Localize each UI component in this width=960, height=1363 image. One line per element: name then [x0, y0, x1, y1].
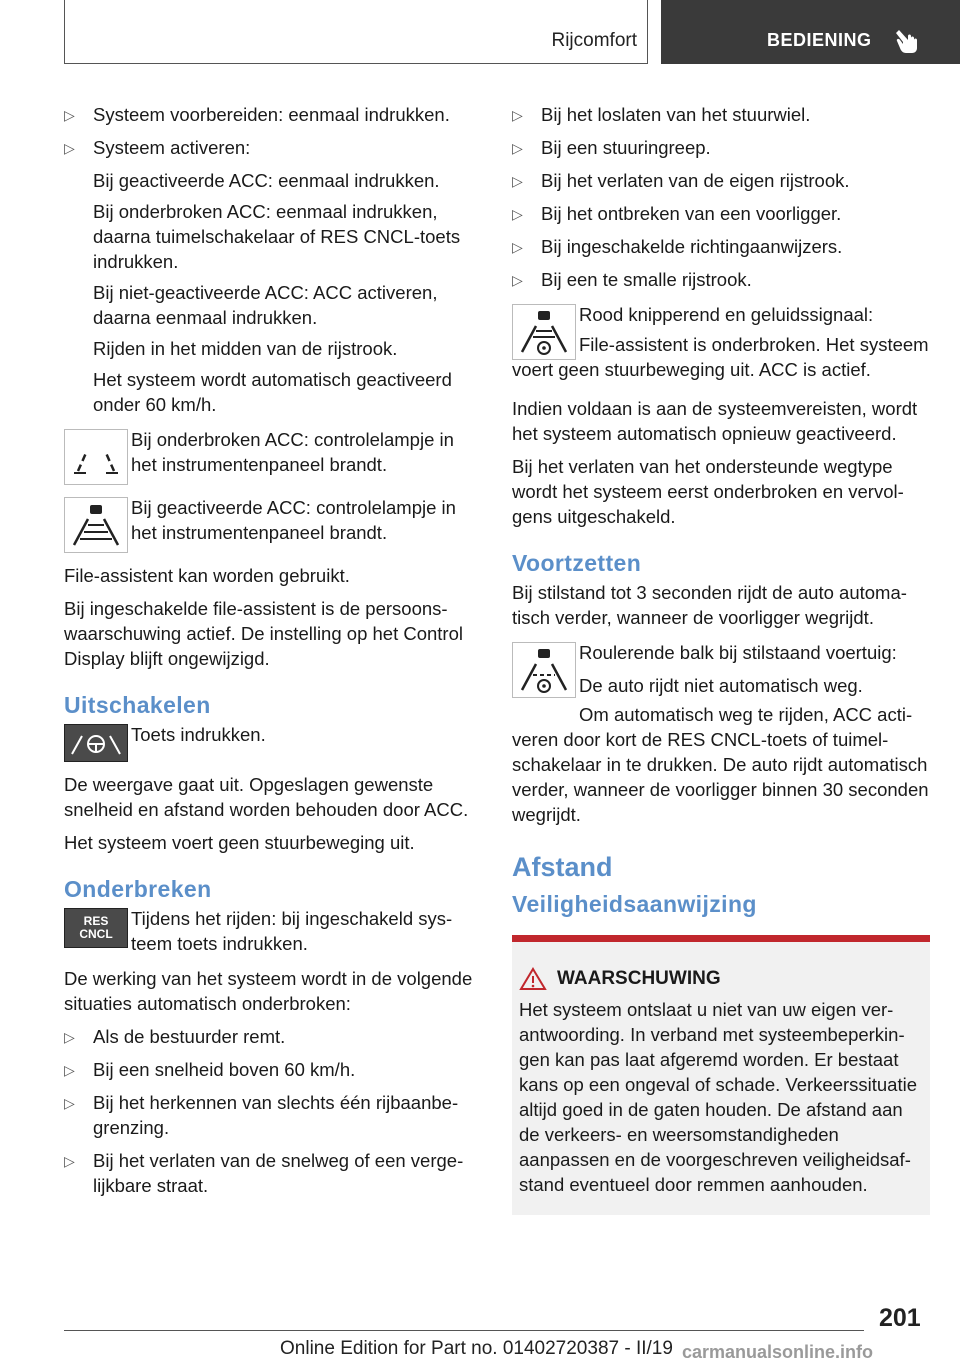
button-text: Tijdens het rijden: bij ingeschakeld systeem toets indrukken.: [131, 908, 453, 954]
lane-assist-warning-icon: [512, 304, 576, 360]
cncl-label: CNCL: [79, 927, 113, 941]
button-row: [64, 722, 482, 762]
lane-assist-active-icon: [64, 497, 128, 553]
sub-paragraph: Bij onderbroken ACC: eenmaal indrukken, daarna tuimelschakelaar of RES CNCL-toets indrukken.: [93, 201, 461, 272]
heading-voortzetten: Voortzetten: [512, 550, 642, 576]
header-chapter-box: [661, 0, 960, 64]
header-chapter-title: BEDIENING: [767, 30, 872, 50]
heading-onderbreken: Onderbreken: [64, 876, 212, 902]
lane-assist-off-icon: [64, 429, 128, 485]
indicator-text: File-assistent is onderbroken. Het systeem voert geen stuurbeweging uit. ACC is actief.: [512, 334, 929, 380]
paragraph: Bij het verlaten van het ondersteunde wegtype wordt het systeem eerst onderbroken en vervolgens uitgeschakeld.: [512, 456, 904, 527]
left-column: [64, 102, 482, 1206]
paragraph: Het systeem voert geen stuurbeweging uit.: [64, 832, 415, 853]
list-item: ▷ Bij het verlaten van de eigen rijstrook.: [512, 168, 930, 193]
list-item: ▷ Systeem activeren:: [64, 135, 482, 160]
paragraph: Indien voldaan is aan de systeemvereisten, wordt het systeem automatisch opnieuw geactiveerd.: [512, 398, 918, 444]
heading-afstand: Afstand: [512, 852, 613, 882]
paragraph: File-assistent kan worden gebruikt.: [64, 565, 350, 586]
list-item: ▷ Bij een stuuringreep.: [512, 135, 930, 160]
triangle-bullet-icon: ▷: [64, 1029, 75, 1045]
sub-paragraph: Bij niet-geactiveerde ACC: ACC activeren, daarna eenmaal indrukken.: [93, 282, 438, 328]
triangle-bullet-icon: ▷: [512, 173, 523, 189]
button-text: Toets indrukken.: [131, 724, 266, 745]
warning-triangle-icon: [519, 967, 547, 991]
paragraph: De weergave gaat uit. Opgeslagen gewenste snelheid en afstand worden behouden door ACC.: [64, 774, 469, 820]
footer-divider: [64, 1330, 864, 1331]
list-item: ▷ Systeem voorbereiden: eenmaal indrukken.: [64, 102, 482, 127]
sub-paragraph: Het systeem wordt automatisch geactiveerd onder 60 km/h.: [93, 369, 452, 415]
list-item: ▷ Bij het verlaten van de snelweg of een vergelijkbare straat.: [64, 1150, 464, 1196]
triangle-bullet-icon: ▷: [64, 1095, 75, 1111]
list-item: ▷ Als de bestuurder remt.: [64, 1024, 482, 1049]
paragraph: De werking van het systeem wordt in de volgende situaties automatisch onderbroken:: [64, 968, 473, 1014]
triangle-bullet-icon: ▷: [64, 140, 75, 156]
right-column: [512, 102, 930, 1215]
indicator-text: Om automatisch weg te rijden, ACC activeren door kort de RES CNCL-toets of tuimelschakelaar in te drukken. De auto rijdt automatisch verder, wanneer de voorligger binnen 30 seconden wegrijdt.: [512, 704, 929, 825]
lane-assist-standstill-icon: [512, 642, 576, 698]
res-cncl-button-icon: [64, 908, 128, 948]
heading-veiligheidsaanwijzing: Veiligheidsaanwijzing: [512, 891, 757, 917]
header-section-title: Rijcomfort: [551, 30, 637, 51]
triangle-bullet-icon: ▷: [512, 206, 523, 222]
warning-box: [512, 935, 930, 1215]
indicator-heading: Rood knipperend en geluidssignaal:: [579, 304, 874, 325]
watermark: carmanualsonline.info: [682, 1342, 874, 1362]
indicator-row: [64, 495, 482, 553]
indicator-text: De auto rijdt niet automatisch weg.: [579, 675, 863, 696]
res-label: RES: [83, 914, 109, 928]
triangle-bullet-icon: ▷: [512, 140, 523, 156]
triangle-bullet-icon: ▷: [64, 107, 75, 123]
page-header: [0, 0, 960, 66]
paragraph: Bij ingeschakelde file-assistent is de persoonswaarschuwing actief. De instelling op het Control Display blijft ongewijzigd.: [64, 598, 463, 669]
triangle-bullet-icon: ▷: [64, 1153, 75, 1169]
indicator-text: Bij geactiveerde ACC: controlelampje in het instrumentenpaneel brandt.: [131, 497, 456, 543]
triangle-bullet-icon: ▷: [512, 272, 523, 288]
list-item: ▷ Bij een snelheid boven 60 km/h.: [64, 1057, 482, 1082]
indicator-row: [64, 427, 482, 485]
button-row: [64, 906, 482, 956]
triangle-bullet-icon: ▷: [512, 239, 523, 255]
page-number: 201: [879, 1304, 921, 1332]
indicator-row: [512, 640, 930, 706]
pointing-hand-icon: [895, 26, 921, 54]
indicator-text: Bij onderbroken ACC: controlelampje in het instrumentenpaneel brandt.: [131, 429, 454, 475]
list-item: ▷ Bij het ontbreken van een voorligger.: [512, 201, 930, 226]
triangle-bullet-icon: ▷: [512, 107, 523, 123]
list-item: ▷ Bij het loslaten van het stuurwiel.: [512, 102, 930, 127]
header-section-box: [64, 0, 648, 64]
warning-title: WAARSCHUWING: [557, 968, 721, 989]
triangle-bullet-icon: ▷: [64, 1062, 75, 1078]
sub-paragraph: Rijden in het midden van de rijstrook.: [93, 338, 398, 359]
list-item: ▷ Bij het herkennen van slechts één rijbaanbegrenzing.: [64, 1092, 459, 1138]
steering-assist-button-icon: [64, 724, 128, 762]
indicator-heading: Roulerende balk bij stilstaand voertuig:: [579, 642, 897, 663]
warning-text: Het systeem ontslaat u niet van uw eigen verantwoording. In verband met systeembeperkingen kan pas laat afgeremd worden. Er bestaat kans op een ongeval of schade. Verkeerssituatie altijd goed in de gaten houden. De afstand aan de verkeers- en weersomstandigheden aanpassen en de voorgeschreven veiligheidsafstand eventueel door remmen aanhouden.: [519, 999, 918, 1195]
list-item: ▷ Bij een te smalle rijstrook.: [512, 267, 930, 292]
list-item: ▷ Bij ingeschakelde richtingaanwijzers.: [512, 234, 930, 259]
sub-paragraph: Bij geactiveerde ACC: eenmaal indrukken.: [93, 170, 440, 191]
heading-uitschakelen: Uitschakelen: [64, 692, 211, 718]
paragraph: Bij stilstand tot 3 seconden rijdt de auto automatisch verder, wanneer de voorligger wegrijdt.: [512, 582, 907, 628]
footer-edition: Online Edition for Part no. 01402720387 - II/19: [280, 1338, 673, 1359]
